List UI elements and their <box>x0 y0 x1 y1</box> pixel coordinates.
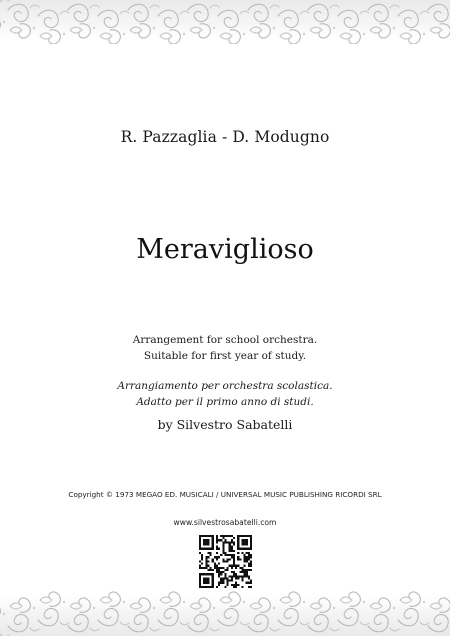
description-english <box>0 333 450 364</box>
description-italian <box>0 379 450 410</box>
floral-border-bottom-icon <box>0 590 450 636</box>
qr-code-icon[interactable] <box>199 535 252 588</box>
arranger-credit: by Silvestro Sabatelli <box>157 417 293 432</box>
page-title: Meraviglioso <box>136 234 314 265</box>
copyright-notice: Copyright © 1973 MEGAO ED. MUSICALI / UNIVERSAL MUSIC PUBLISHING RICORDI SRL <box>68 490 382 499</box>
description-english-line: Suitable for first year of study. <box>143 349 307 362</box>
floral-border-top-icon <box>0 0 450 44</box>
description-italian-line: Arrangiamento per orchestra scolastica. <box>117 380 333 392</box>
description-italian-line: Adatto per il primo anno di studi. <box>136 395 314 408</box>
description-english-line: Arrangement for school orchestra. <box>132 334 318 346</box>
website-link[interactable]: www.silvestrosabatelli.com <box>173 518 277 527</box>
composers: R. Pazzaglia - D. Modugno <box>120 128 330 146</box>
